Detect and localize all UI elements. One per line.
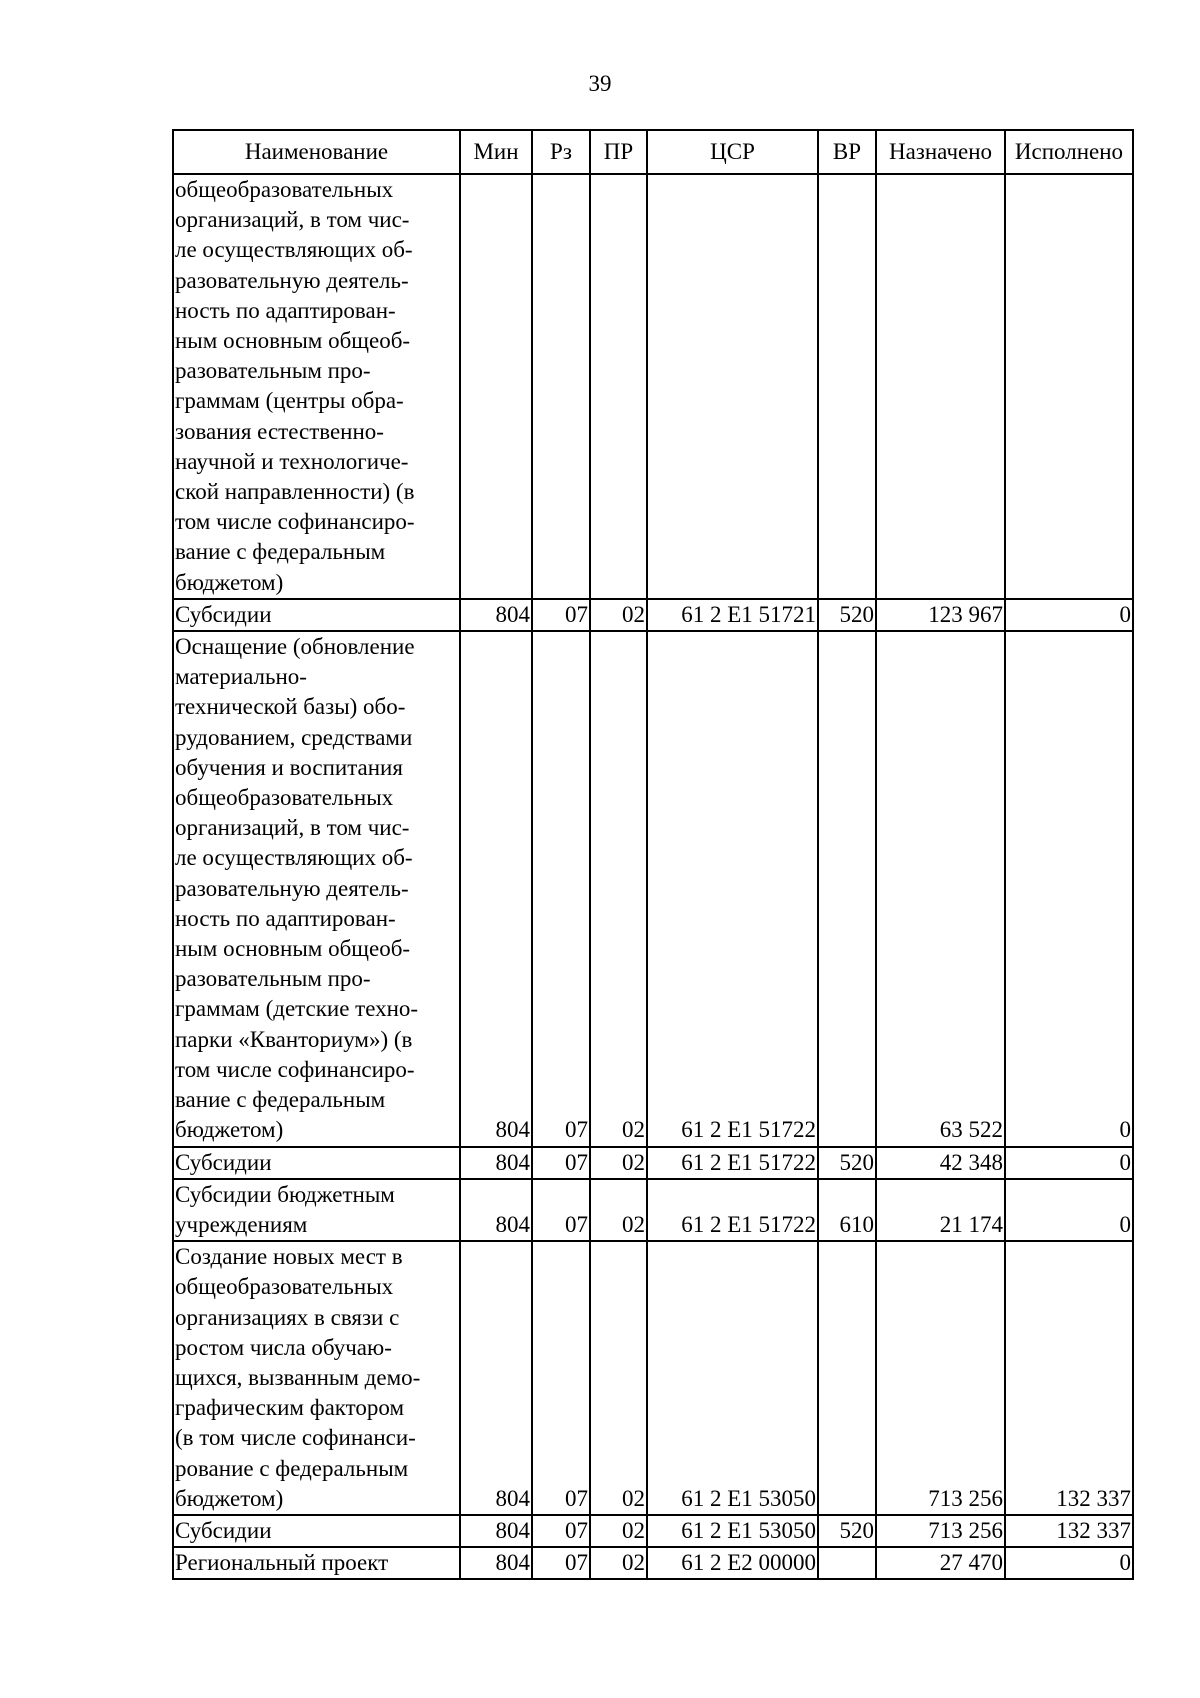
budget-table bbox=[172, 129, 1134, 1580]
cell-csr: 61 2 E2 00000 bbox=[647, 1547, 818, 1579]
cell-vr bbox=[818, 1547, 876, 1579]
cell-min: 804 bbox=[460, 1547, 532, 1579]
cell-assigned: 713 256 bbox=[876, 1515, 1005, 1547]
cell-vr bbox=[818, 1241, 876, 1515]
cell-csr bbox=[647, 174, 818, 599]
cell-pr: 02 bbox=[590, 1515, 647, 1547]
cell-name: Создание новых мест в общеобразовательных организациях в связи с ростом числа обучаю- щихся, вызванным демо- графическим фактором (в том числе софинанси- рование с федеральным бюджетом) bbox=[173, 1241, 460, 1515]
cell-rz: 07 bbox=[532, 631, 590, 1146]
cell-name: общеобразовательных организаций, в том чис- ле осуществляющих об- разовательную деятель- ность по адаптирован- ным основным общеоб- разовательным про- граммам (центры обра- зования естественно- научной и технологиче- ской направленности) (в том числе софинансиро- вание с федеральным бюджетом) bbox=[173, 174, 460, 599]
cell-min: 804 bbox=[460, 1515, 532, 1547]
page-number: 39 bbox=[588, 71, 612, 96]
table-row bbox=[173, 1515, 1133, 1547]
cell-min: 804 bbox=[460, 1147, 532, 1179]
cell-pr: 02 bbox=[590, 1241, 647, 1515]
cell-pr: 02 bbox=[590, 631, 647, 1146]
header-csr: ЦСР bbox=[647, 130, 818, 174]
cell-vr bbox=[818, 631, 876, 1146]
cell-rz: 07 bbox=[532, 1147, 590, 1179]
table-row bbox=[173, 1147, 1133, 1179]
cell-executed: 0 bbox=[1005, 599, 1133, 631]
header-rz: Рз bbox=[532, 130, 590, 174]
table-row bbox=[173, 599, 1133, 631]
table-row bbox=[173, 631, 1133, 1146]
cell-csr: 61 2 E1 53050 bbox=[647, 1515, 818, 1547]
cell-assigned: 42 348 bbox=[876, 1147, 1005, 1179]
cell-assigned: 63 522 bbox=[876, 631, 1005, 1146]
cell-assigned: 713 256 bbox=[876, 1241, 1005, 1515]
table-row bbox=[173, 1241, 1133, 1515]
cell-assigned bbox=[876, 174, 1005, 599]
cell-assigned: 21 174 bbox=[876, 1179, 1005, 1241]
table-row bbox=[173, 1547, 1133, 1579]
cell-rz bbox=[532, 174, 590, 599]
cell-csr: 61 2 E1 51722 bbox=[647, 1179, 818, 1241]
table-row bbox=[173, 1179, 1133, 1241]
cell-csr: 61 2 E1 51722 bbox=[647, 631, 818, 1146]
cell-executed bbox=[1005, 174, 1133, 599]
header-min: Мин bbox=[460, 130, 532, 174]
cell-min bbox=[460, 174, 532, 599]
cell-vr: 520 bbox=[818, 1515, 876, 1547]
cell-min: 804 bbox=[460, 599, 532, 631]
cell-assigned: 27 470 bbox=[876, 1547, 1005, 1579]
cell-name: Оснащение (обновление материально- технической базы) обо- рудованием, средствами обучения и воспитания общеобразовательных организаций, в том чис- ле осуществляющих об- разовательную деятель- ность по адаптирован- ным основным общеоб- разовательным про- граммам (детские техно- парки «Кванториум») (в том числе софинансиро- вание с федеральным бюджетом) bbox=[173, 631, 460, 1146]
cell-name: Субсидии bbox=[173, 599, 460, 631]
cell-vr: 610 bbox=[818, 1179, 876, 1241]
cell-pr bbox=[590, 174, 647, 599]
cell-csr: 61 2 E1 53050 bbox=[647, 1241, 818, 1515]
cell-name: Субсидии bbox=[173, 1147, 460, 1179]
cell-min: 804 bbox=[460, 1241, 532, 1515]
cell-csr: 61 2 E1 51722 bbox=[647, 1147, 818, 1179]
cell-executed: 132 337 bbox=[1005, 1241, 1133, 1515]
cell-executed: 132 337 bbox=[1005, 1515, 1133, 1547]
header-vr: ВР bbox=[818, 130, 876, 174]
cell-executed: 0 bbox=[1005, 631, 1133, 1146]
cell-pr: 02 bbox=[590, 1179, 647, 1241]
cell-pr: 02 bbox=[590, 1547, 647, 1579]
header-name: Наименование bbox=[173, 130, 460, 174]
cell-name: Региональный проект bbox=[173, 1547, 460, 1579]
cell-rz: 07 bbox=[532, 1515, 590, 1547]
cell-executed: 0 bbox=[1005, 1147, 1133, 1179]
cell-executed: 0 bbox=[1005, 1547, 1133, 1579]
cell-min: 804 bbox=[460, 631, 532, 1146]
cell-rz: 07 bbox=[532, 1241, 590, 1515]
cell-rz: 07 bbox=[532, 1547, 590, 1579]
table-row bbox=[173, 174, 1133, 599]
cell-csr: 61 2 E1 51721 bbox=[647, 599, 818, 631]
cell-name: Субсидии bbox=[173, 1515, 460, 1547]
cell-assigned: 123 967 bbox=[876, 599, 1005, 631]
cell-rz: 07 bbox=[532, 1179, 590, 1241]
cell-vr bbox=[818, 174, 876, 599]
header-assigned: Назначено bbox=[876, 130, 1005, 174]
cell-min: 804 bbox=[460, 1179, 532, 1241]
table-header-row bbox=[173, 130, 1133, 174]
cell-executed: 0 bbox=[1005, 1179, 1133, 1241]
header-executed: Исполнено bbox=[1005, 130, 1133, 174]
cell-name: Субсидии бюджетным учреждениям bbox=[173, 1179, 460, 1241]
cell-rz: 07 bbox=[532, 599, 590, 631]
cell-pr: 02 bbox=[590, 599, 647, 631]
cell-pr: 02 bbox=[590, 1147, 647, 1179]
cell-vr: 520 bbox=[818, 599, 876, 631]
cell-vr: 520 bbox=[818, 1147, 876, 1179]
header-pr: ПР bbox=[590, 130, 647, 174]
